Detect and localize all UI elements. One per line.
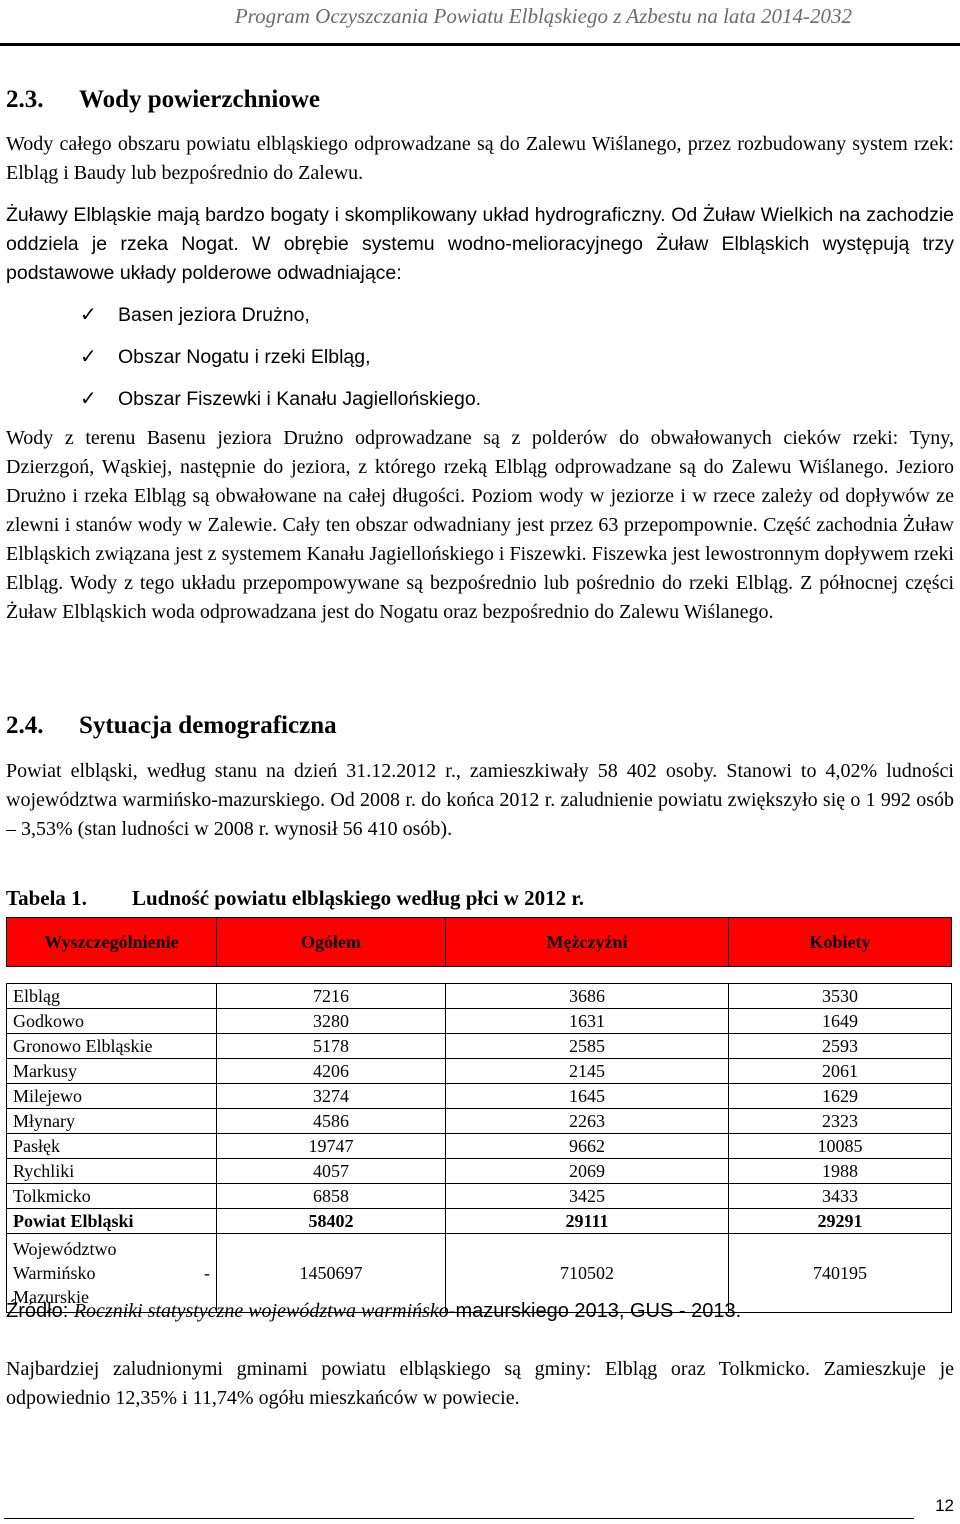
table-row: Rychliki 4057 2069 1988 (7, 1159, 952, 1184)
paragraph-closing: Najbardziej zaludnionymi gminami powiatu elbląskiego są gminy: Elbląg oraz Tolkmicko. Zamieszkuje je odpowiednio 12,35% i 11,74% ogółu mieszkańców w powiecie. (6, 1358, 954, 1409)
table-title: Ludność powiatu elbląskiego według płci w 2012 r. (132, 886, 584, 910)
table-row: Pasłęk 19747 9662 10085 (7, 1134, 952, 1159)
list-item: ✓ Basen jeziora Drużno, (80, 300, 481, 342)
table-row: Gronowo Elbląskie 5178 2585 2593 (7, 1034, 952, 1059)
population-table (6, 917, 952, 1313)
list-item: ✓ Obszar Fiszewki i Kanału Jagiellońskiego. (80, 384, 481, 426)
page-header (0, 0, 960, 46)
table-row: Milejewo 3274 1645 1629 (7, 1084, 952, 1109)
column-header: Ogółem (217, 918, 446, 967)
column-header: Mężczyźni (445, 918, 728, 967)
table-row: Godkowo 3280 1631 1649 (7, 1009, 952, 1034)
section-number: 2.4. (6, 712, 44, 739)
paragraph-druzno: Wody z terenu Basenu jeziora Drużno odprowadzane są z polderów do obwałowanych cieków rzeki: Tyny, Dzierzgoń, Wąskiej, następnie do jeziora, z którego rzeką Elbląg odprowadzane są do Zalewu Wiślanego. Jezioro Drużno i rzeka Elbląg są obwałowane na całej długości. Poziom wody w jeziorze i w rzece zależy od dopływów ze zlewni i stanów wody w Zalewie. Cały ten obszar odwadniany jest przez 63 przepompownie. Część zachodnia Żuław Elbląskich związana jest z systemem Kanału Jagiellońskiego i Fiszewki. Fiszewka jest lewostronnym dopływem rzeki Elbląg. Wody z tego układu przepompowywane są bezpośrednio lub pośrednio do rzeki Elbląg. Z północnej części Żuław Elbląskich woda odprowadzana jest do Nogatu oraz bezpośrednio do Zalewu Wiślanego. (6, 427, 954, 623)
paragraph-zulawy: Żuławy Elbląskie mają bardzo bogaty i skomplikowany układ hydrograficzny. Od Żuław Wielkich na zachodzie oddziela je rzeka Nogat. W obrębie systemu wodno-melioracyjnego Żuław Elbląskich występują trzy podstawowe układy polderowe odwadniające: (6, 204, 954, 284)
table-source: Źródło: Roczniki statystyczne województwa warmińsko-mazurskiego 2013, GUS - 2013. (6, 1300, 742, 1322)
section-heading-2-3 (6, 86, 320, 114)
list-item: ✓ Obszar Nogatu i rzeki Elbląg, (80, 342, 481, 384)
document-title: Program Oczyszczania Powiatu Elbląskiego z Azbestu na lata 2014-2032 (234, 4, 852, 28)
table-caption (6, 886, 584, 911)
section-title: Wody powierzchniowe (79, 86, 320, 113)
section-title: Sytuacja demograficzna (79, 712, 337, 739)
checkmark-icon: ✓ (80, 346, 97, 368)
column-header: Wyszczególnienie (7, 918, 217, 967)
page-number: 12 (935, 1496, 954, 1515)
table-row: Tolkmicko 6858 3425 3433 (7, 1184, 952, 1209)
polder-list (80, 300, 481, 426)
table-row: Elbląg 7216 3686 3530 (7, 984, 952, 1009)
paragraph-demography: Powiat elbląski, według stanu na dzień 31.12.2012 r., zamieszkiwały 58 402 osoby. Stanowi to 4,02% ludności województwa warmińsko-mazurskiego. Od 2008 r. do końca 2012 r. zaludnienie powiatu zwiększyło się o 1 992 osób – 3,53% (stan ludności w 2008 r. wynosił 56 410 osób). (6, 760, 954, 840)
table-row-voivodeship: Województwo Warmińsko - Mazurskie 1450697 710502 740195 (7, 1234, 952, 1313)
table-row: Młynary 4586 2263 2323 (7, 1109, 952, 1134)
table-row: Markusy 4206 2145 2061 (7, 1059, 952, 1084)
footer-divider (4, 1518, 914, 1519)
column-header: Kobiety (729, 918, 952, 967)
checkmark-icon: ✓ (80, 388, 97, 410)
paragraph-waters-intro: Wody całego obszaru powiatu elbląskiego odprowadzane są do Zalewu Wiślanego, przez rozbudowany system rzek: Elbląg i Baudy lub bezpośrednio do Zalewu. (6, 133, 954, 184)
checkmark-icon: ✓ (80, 304, 97, 326)
section-heading-2-4 (6, 712, 337, 740)
table-label: Tabela 1. (6, 886, 87, 910)
section-number: 2.3. (6, 86, 44, 113)
table-row-total: Powiat Elbląski 58402 29111 29291 (7, 1209, 952, 1234)
